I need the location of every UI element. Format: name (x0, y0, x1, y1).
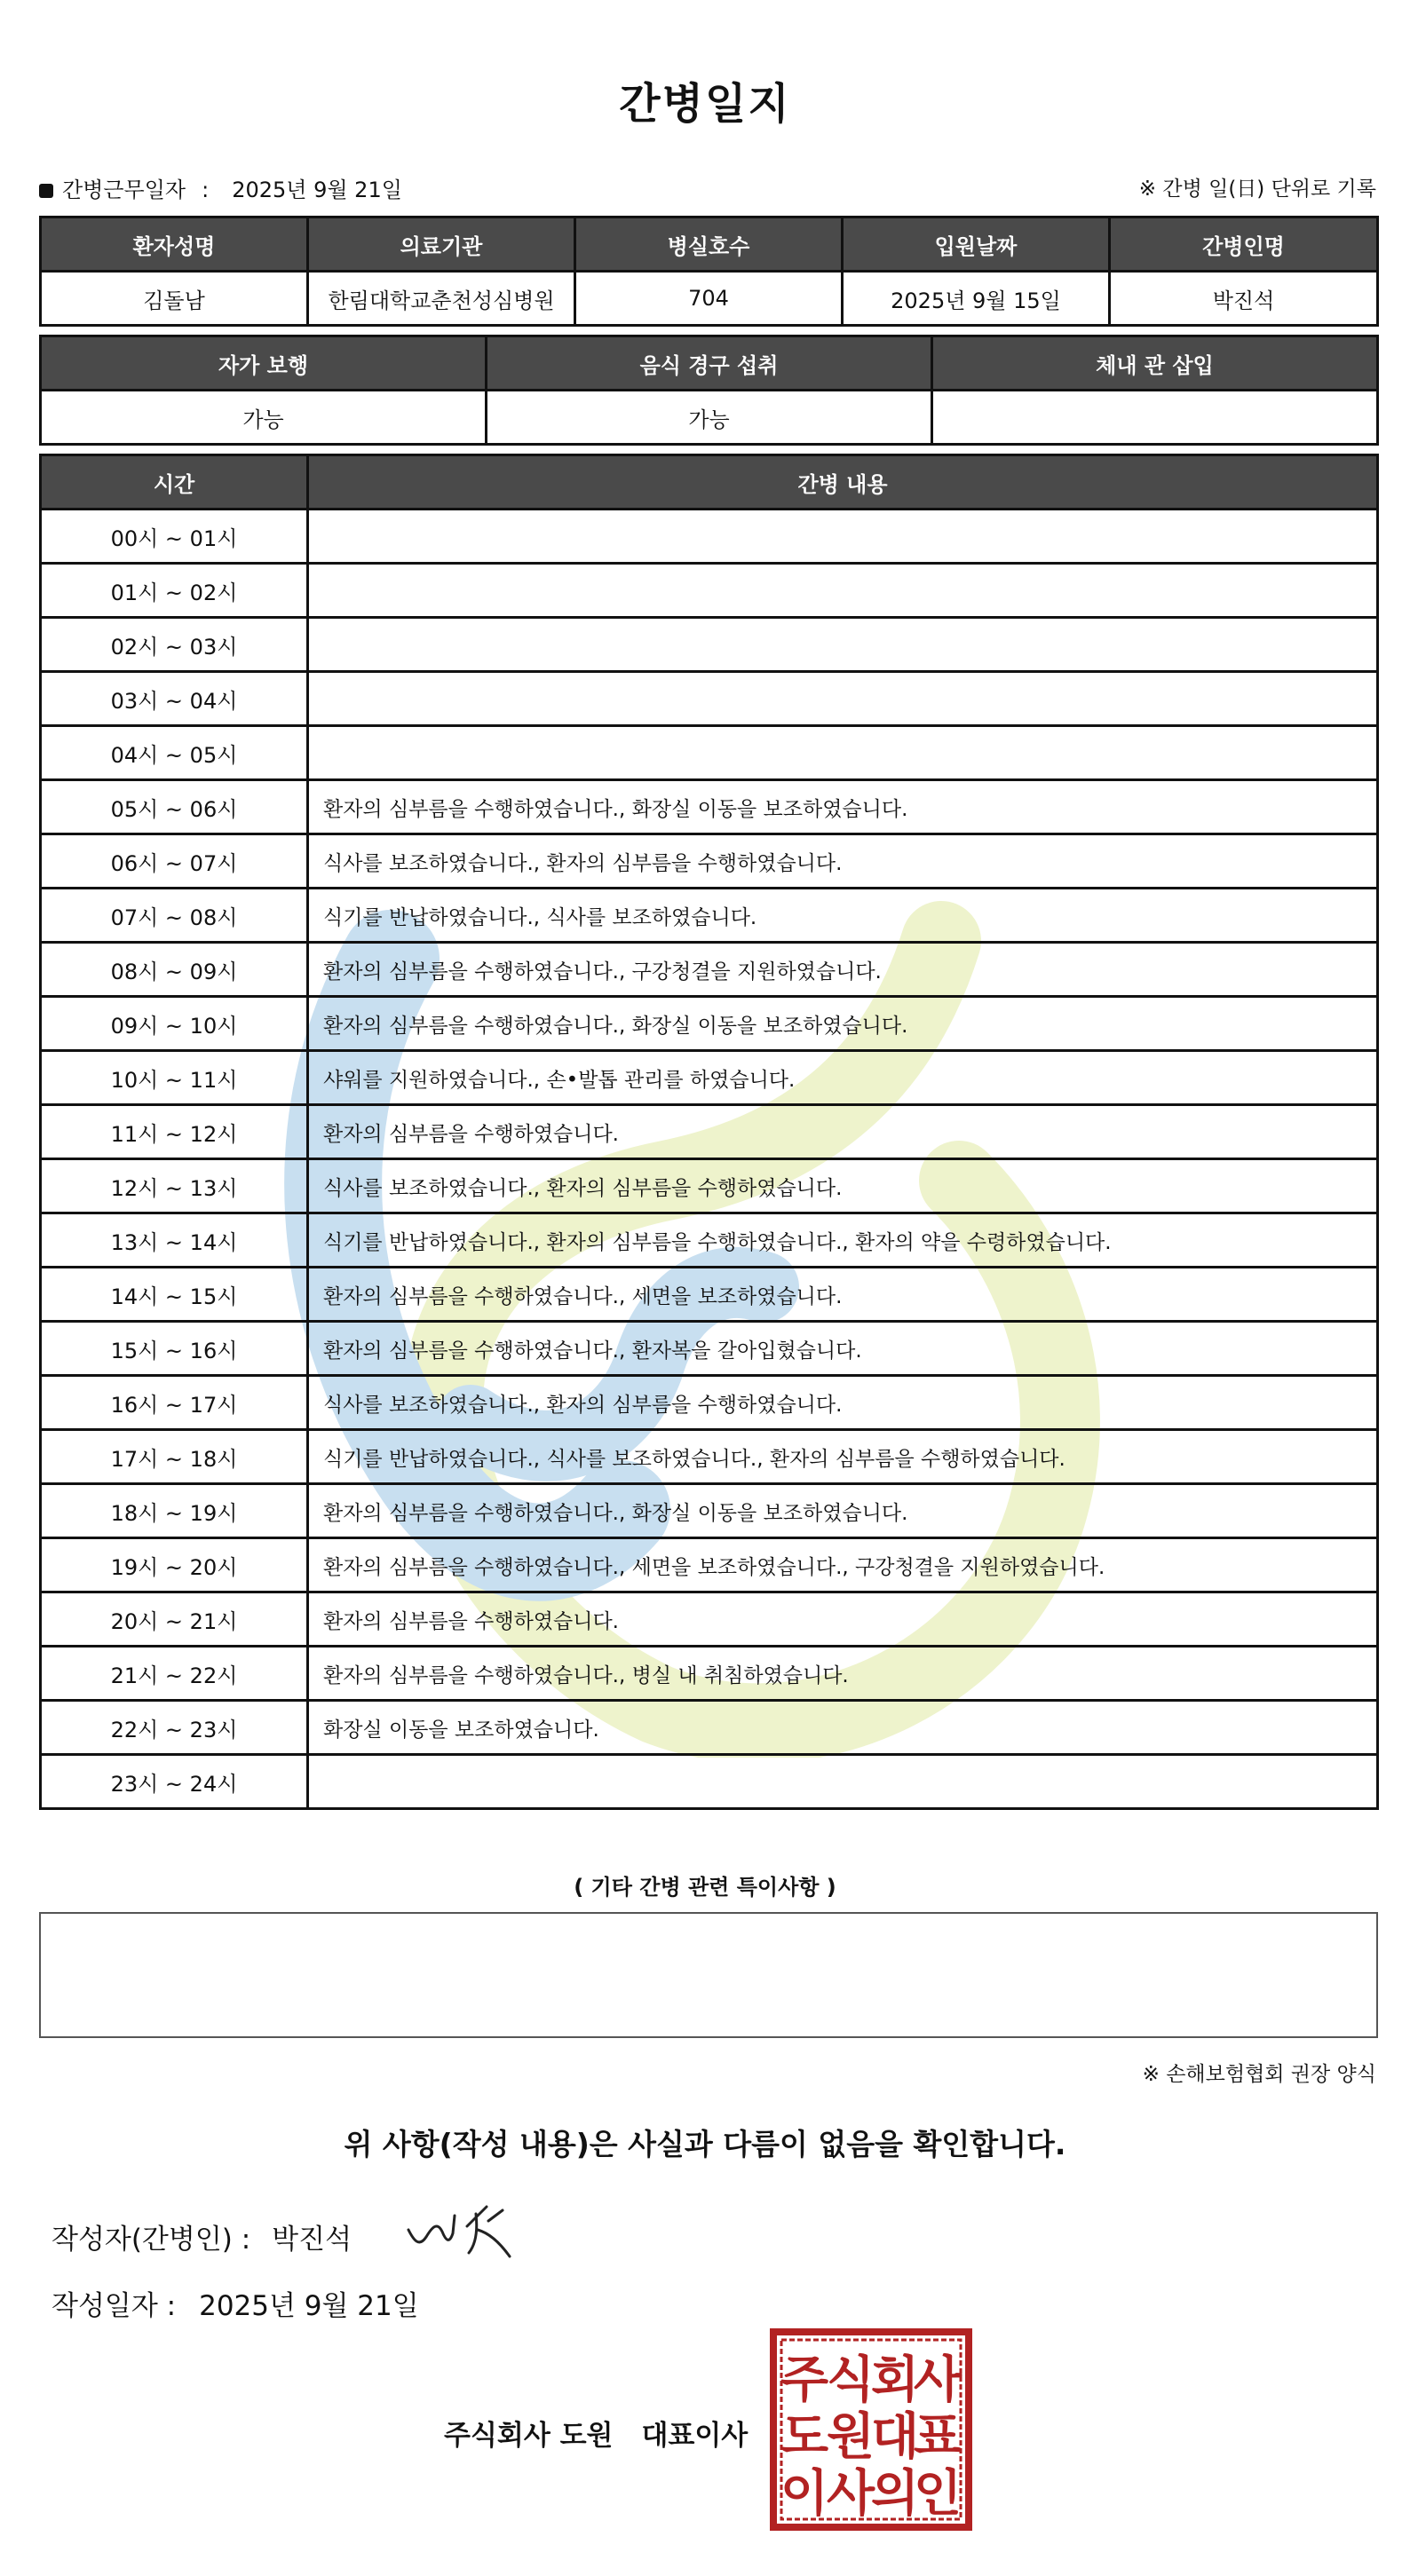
care-log-time: 13시 ~ 14시 (41, 1213, 308, 1268)
care-log-content: 환자의 심부름을 수행하였습니다. (308, 1592, 1378, 1647)
patient-status-value-row (41, 391, 1378, 445)
svg-text:회: 회 (870, 2351, 920, 2409)
care-log-content: 환자의 심부름을 수행하였습니다. (308, 1105, 1378, 1159)
care-log-time: 03시 ~ 04시 (41, 672, 308, 726)
care-log-time: 23시 ~ 24시 (41, 1755, 308, 1809)
care-log-row (41, 726, 1378, 780)
work-date-separator: : (202, 178, 210, 202)
care-log-time: 04시 ~ 05시 (41, 726, 308, 780)
care-log-row (41, 1213, 1378, 1268)
header-oral-intake: 음식 경구 섭취 (487, 336, 932, 391)
care-log-row (41, 1376, 1378, 1430)
care-log-time: 22시 ~ 23시 (41, 1701, 308, 1755)
care-log-content (308, 510, 1378, 564)
header-tube-insertion: 체내 관 삽입 (932, 336, 1378, 391)
care-log-time: 02시 ~ 03시 (41, 618, 308, 672)
care-log-row (41, 1701, 1378, 1755)
care-log-row (41, 1484, 1378, 1538)
care-log-content: 환자의 심부름을 수행하였습니다., 구강청결을 지원하였습니다. (308, 943, 1378, 997)
care-log-row (41, 1538, 1378, 1592)
care-log-row (41, 1755, 1378, 1809)
company-name: 주식회사 도원 (444, 2420, 614, 2452)
care-log-content: 환자의 심부름을 수행하였습니다., 세면을 보조하였습니다. (308, 1268, 1378, 1322)
svg-text:이: 이 (780, 2465, 829, 2523)
svg-text:원: 원 (826, 2408, 875, 2466)
caregiver-name: 박진석 (1110, 272, 1378, 326)
representative-title: 대표이사 (641, 2420, 749, 2452)
svg-text:사: 사 (913, 2351, 962, 2409)
care-log-row (41, 564, 1378, 618)
header-self-walking: 자가 보행 (41, 336, 487, 391)
care-log-time: 11시 ~ 12시 (41, 1105, 308, 1159)
care-log-content (308, 1755, 1378, 1809)
document-title: 간병일지 (619, 79, 791, 129)
care-log-time: 01시 ~ 02시 (41, 564, 308, 618)
care-log-row (41, 1159, 1378, 1213)
svg-text:사: 사 (826, 2465, 875, 2523)
self-walking-value: 가능 (41, 391, 487, 445)
written-date-value: 2025년 9월 21일 (199, 2290, 419, 2322)
care-log-row (41, 780, 1378, 834)
care-log-content: 환자의 심부름을 수행하였습니다., 화장실 이동을 보조하였습니다. (308, 997, 1378, 1051)
care-log-time: 05시 ~ 06시 (41, 780, 308, 834)
care-log-time: 21시 ~ 22시 (41, 1647, 308, 1701)
svg-text:의: 의 (870, 2465, 920, 2523)
work-date-value: 2025년 9월 21일 (232, 178, 402, 202)
remarks-title: ( 기타 간병 관련 특이사항 ) (574, 1875, 836, 1900)
care-log-row (41, 1268, 1378, 1322)
care-log-row (41, 510, 1378, 564)
room-number: 704 (575, 272, 843, 326)
care-log-content: 환자의 심부름을 수행하였습니다., 화장실 이동을 보조하였습니다. (308, 780, 1378, 834)
written-date-line (51, 2283, 419, 2323)
care-log-content: 식사를 보조하였습니다., 환자의 심부름을 수행하였습니다. (308, 834, 1378, 889)
care-log-body (41, 510, 1378, 1809)
care-log-time: 15시 ~ 16시 (41, 1322, 308, 1376)
care-log-content: 식사를 보조하였습니다., 환자의 심부름을 수행하였습니다. (308, 1159, 1378, 1213)
care-log-content: 환자의 심부름을 수행하였습니다., 병실 내 취침하였습니다. (308, 1647, 1378, 1701)
care-log-time: 18시 ~ 19시 (41, 1484, 308, 1538)
svg-text:도: 도 (780, 2408, 829, 2466)
care-log-time: 10시 ~ 11시 (41, 1051, 308, 1105)
care-log-table (39, 454, 1379, 1810)
care-log-content: 식기를 반납하였습니다., 환자의 심부름을 수행하였습니다., 환자의 약을 수령하였습니다. (308, 1213, 1378, 1268)
oral-intake-value: 가능 (487, 391, 932, 445)
care-log-row (41, 997, 1378, 1051)
bullet-square-icon (39, 184, 53, 198)
care-log-content: 샤워를 지원하였습니다., 손•발톱 관리를 하였습니다. (308, 1051, 1378, 1105)
company-seal (769, 2327, 973, 2532)
care-log-row (41, 1322, 1378, 1376)
header-hospital: 의료기관 (308, 217, 575, 272)
work-date-label: 간병근무일자 (62, 178, 186, 202)
header-care-content: 간병 내용 (308, 455, 1378, 510)
patient-info-value-row (41, 272, 1378, 326)
care-log-time: 07시 ~ 08시 (41, 889, 308, 943)
care-log-row (41, 618, 1378, 672)
care-log-time: 00시 ~ 01시 (41, 510, 308, 564)
patient-info-header-row (41, 217, 1378, 272)
care-log-content: 환자의 심부름을 수행하였습니다., 세면을 보조하였습니다., 구강청결을 지원하였습니다. (308, 1538, 1378, 1592)
admission-date: 2025년 9월 15일 (843, 272, 1110, 326)
writer-label: 작성자(간병인) : (51, 2224, 251, 2256)
written-date-label: 작성일자 : (51, 2290, 177, 2322)
remarks-box (39, 1912, 1378, 2038)
care-log-time: 17시 ~ 18시 (41, 1430, 308, 1484)
care-log-content (308, 672, 1378, 726)
patient-info-table (39, 216, 1379, 327)
hospital-name: 한림대학교춘천성심병원 (308, 272, 575, 326)
svg-text:주: 주 (780, 2351, 829, 2409)
care-log-row (41, 834, 1378, 889)
patient-name: 김돌남 (41, 272, 308, 326)
care-log-content: 환자의 심부름을 수행하였습니다., 환자복을 갈아입혔습니다. (308, 1322, 1378, 1376)
svg-text:대: 대 (870, 2408, 920, 2466)
tube-insertion-value (932, 391, 1378, 445)
writer-line (51, 2216, 352, 2256)
writer-name: 박진석 (272, 2224, 352, 2256)
care-log-content: 식기를 반납하였습니다., 식사를 보조하였습니다., 환자의 심부름을 수행하였습니다. (308, 1430, 1378, 1484)
company-line (444, 2413, 748, 2453)
daily-record-note: ※ 간병 일(日) 단위로 기록 (1138, 178, 1376, 201)
care-log-row (41, 672, 1378, 726)
care-log-row (41, 1430, 1378, 1484)
care-log-content: 환자의 심부름을 수행하였습니다., 화장실 이동을 보조하였습니다. (308, 1484, 1378, 1538)
care-log-content (308, 564, 1378, 618)
header-admission-date: 입원날짜 (843, 217, 1110, 272)
care-log-time: 12시 ~ 13시 (41, 1159, 308, 1213)
header-room-number: 병실호수 (575, 217, 843, 272)
svg-text:표: 표 (913, 2408, 962, 2466)
svg-text:식: 식 (826, 2351, 875, 2409)
header-caregiver-name: 간병인명 (1110, 217, 1378, 272)
care-log-row (41, 1051, 1378, 1105)
work-date (39, 172, 402, 203)
care-log-content: 화장실 이동을 보조하였습니다. (308, 1701, 1378, 1755)
care-log-row (41, 1647, 1378, 1701)
care-log-row (41, 943, 1378, 997)
svg-text:인: 인 (913, 2465, 962, 2523)
care-log-content: 식사를 보조하였습니다., 환자의 심부름을 수행하였습니다. (308, 1376, 1378, 1430)
care-log-time: 14시 ~ 15시 (41, 1268, 308, 1322)
care-log-time: 06시 ~ 07시 (41, 834, 308, 889)
care-log-time: 09시 ~ 10시 (41, 997, 308, 1051)
care-log-time: 08시 ~ 09시 (41, 943, 308, 997)
form-source-note: ※ 손해보험협회 권장 양식 (1142, 2063, 1376, 2086)
care-log-header-row (41, 455, 1378, 510)
header-patient-name: 환자성명 (41, 217, 308, 272)
care-log-time: 19시 ~ 20시 (41, 1538, 308, 1592)
care-log-content (308, 726, 1378, 780)
patient-status-table (39, 335, 1379, 446)
patient-status-header-row (41, 336, 1378, 391)
signature-mark (401, 2194, 526, 2265)
care-log-row (41, 1592, 1378, 1647)
care-log-content: 식기를 반납하였습니다., 식사를 보조하였습니다. (308, 889, 1378, 943)
care-log-content (308, 618, 1378, 672)
care-log-row (41, 889, 1378, 943)
care-log-time: 16시 ~ 17시 (41, 1376, 308, 1430)
care-log-time: 20시 ~ 21시 (41, 1592, 308, 1647)
care-log-row (41, 1105, 1378, 1159)
header-time: 시간 (41, 455, 308, 510)
confirmation-statement: 위 사항(작성 내용)은 사실과 다름이 없음을 확인합니다. (344, 2127, 1066, 2161)
